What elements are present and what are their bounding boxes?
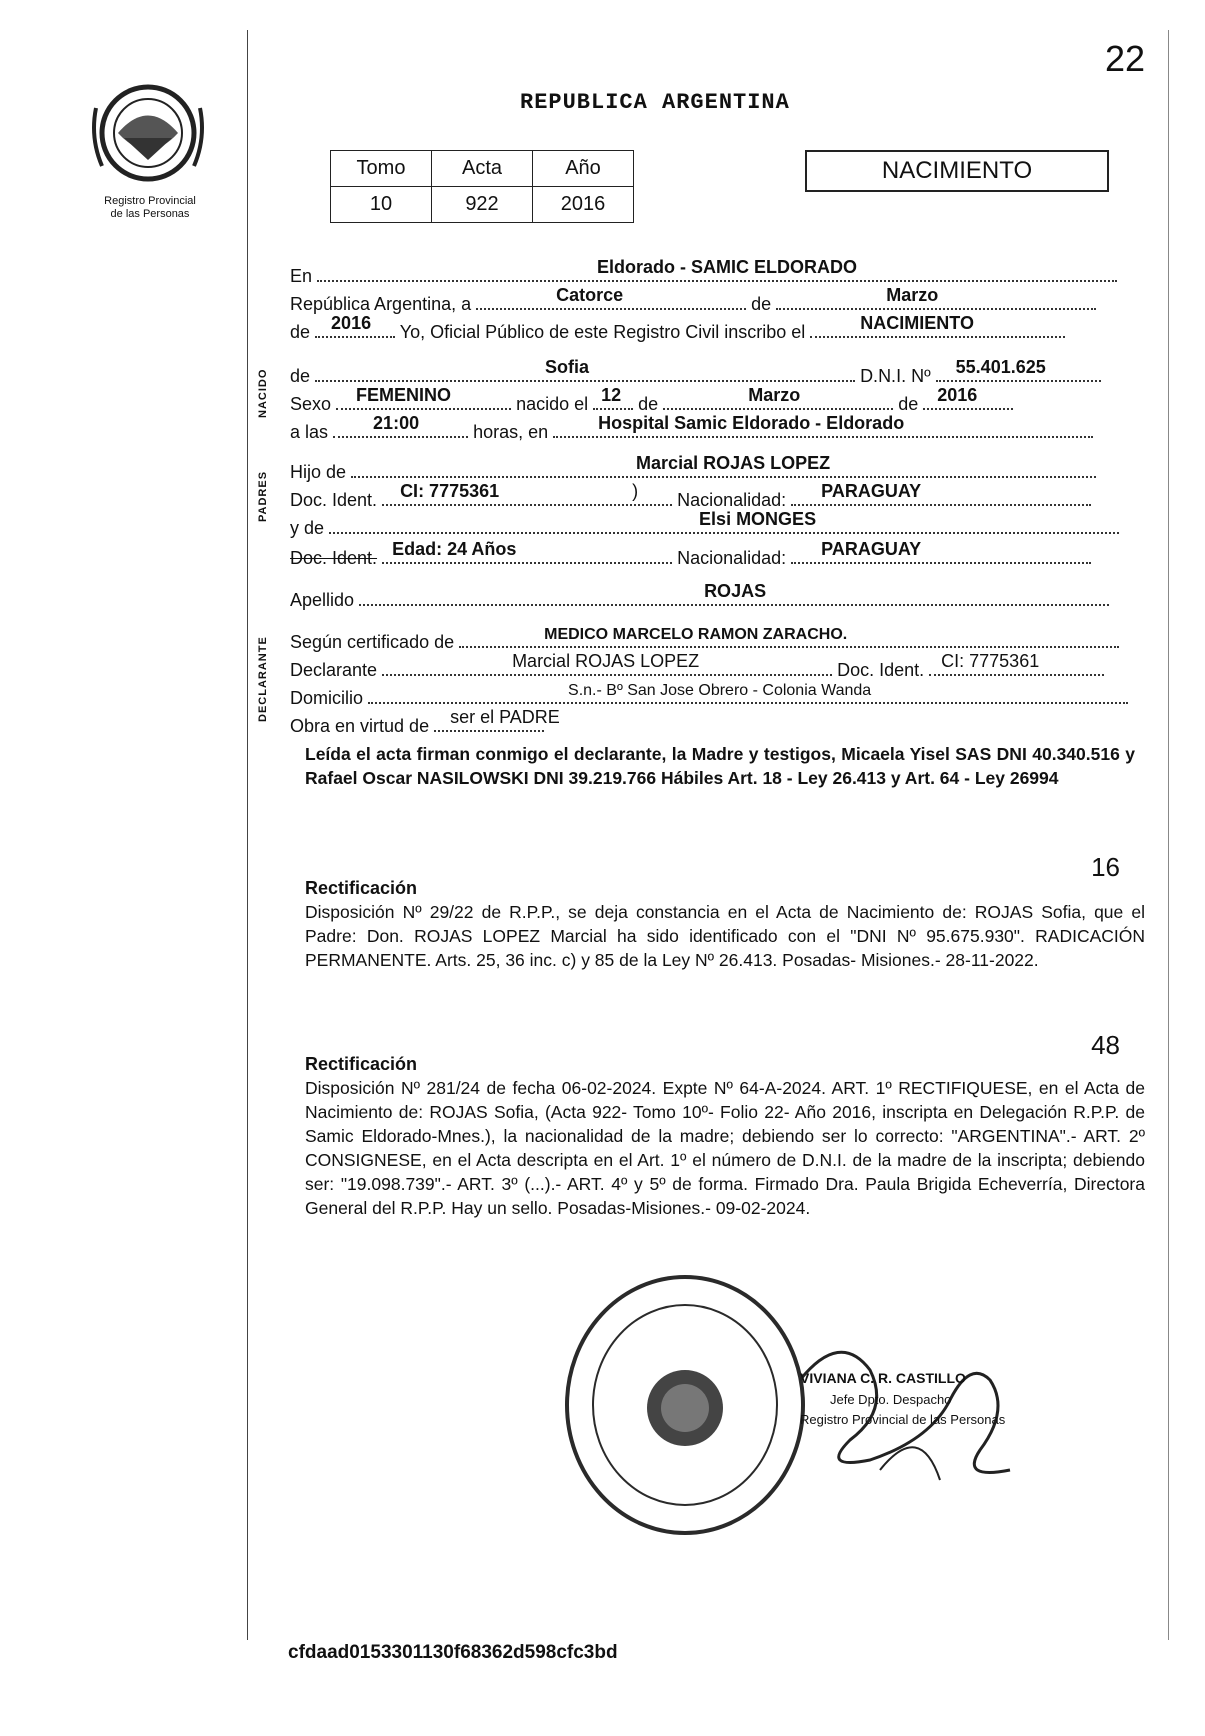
sexo-value: FEMENINO [356, 385, 452, 405]
line-father-doc [290, 481, 1091, 514]
certificado-value: MEDICO MARCELO RAMON ZARACHO. [544, 626, 848, 643]
line-year [290, 313, 1065, 346]
official-stamp [560, 1270, 810, 1540]
nacido-label: nacido el [516, 394, 589, 414]
father-nationality-value: PARAGUAY [821, 481, 922, 501]
rectificacion-1-text: Disposición Nº 29/22 de R.P.P., se deja constancia en el Acta de Nacimiento de: ROJAS Sofia, que el Padre: Don. ROJAS LOPEZ Marcial ha sido identificado con el "DNI Nº 95.675.930". RADICACIÓN PERMANENTE. Arts. 25, 36 inc. c) y 85 de la Ley Nº 26.413. Posadas- Misiones.- 28-11-2022. [305, 902, 1145, 970]
month-value: Marzo [886, 285, 939, 305]
republica-label: República Argentina, a [290, 294, 472, 314]
birth-year-value: 2016 [937, 385, 978, 405]
birth-day-value: 12 [601, 385, 622, 405]
line-hora [290, 413, 1093, 446]
nacionalidad-label: Nacionalidad: [677, 490, 787, 510]
declarante-doc-value: CI: 7775361 [941, 651, 1040, 671]
line-declarante [290, 651, 1104, 684]
signer-name: VIVIANA C. R. CASTILLO [800, 1370, 966, 1386]
acta-header: Acta [432, 151, 533, 187]
de-label: de [751, 294, 772, 314]
obra-label: Obra en virtud de [290, 716, 430, 736]
document-title: REPUBLICA ARGENTINA [520, 90, 790, 115]
birth-place-value: Hospital Samic Eldorado - Eldorado [598, 413, 905, 433]
dni-value: 55.401.625 [955, 357, 1046, 377]
declarante-label: Declarante [290, 660, 378, 680]
nacionalidad2-label: Nacionalidad: [677, 548, 787, 568]
signer-org: Registro Provincial de las Personas [800, 1412, 1006, 1427]
rectificacion-1-margin-number: 16 [1091, 852, 1120, 882]
dni-label: D.N.I. Nº [860, 366, 931, 386]
line-republica [290, 285, 1096, 318]
doc2-label: Doc. Ident. [290, 548, 378, 568]
page-number: 22 [1104, 38, 1145, 79]
document-hash: cfdaad0153301130f68362d598cfc3bd [288, 1642, 618, 1663]
tomo-value: 10 [331, 187, 432, 223]
line-apellido [290, 581, 1109, 614]
year-value: 2016 [331, 313, 372, 333]
father-name-value: Marcial ROJAS LOPEZ [636, 453, 831, 473]
en-label: En [290, 266, 313, 286]
oficial-text: Yo, Oficial Público de este Registro Civil inscribo el [399, 322, 806, 342]
segun-label: Según certificado de [290, 632, 455, 652]
apellido-label: Apellido [290, 590, 355, 610]
child-name-value: Sofia [545, 357, 590, 377]
province-seal-logo [88, 78, 208, 188]
father-doc-close: ) [632, 481, 639, 501]
time-value: 21:00 [373, 413, 420, 433]
right-margin-line [1168, 30, 1169, 1640]
obra-value: ser el PADRE [450, 707, 560, 727]
yde-label: y de [290, 518, 325, 538]
leida-paragraph: Leída el acta firman conmigo el declarante, la Madre y testigos, Micaela Yisel SAS DNI 40.340.516 y Rafael Oscar NASILOWSKI DNI 39.219.766 Hábiles Art. 18 - Ley 26.413 y Art. 64 - Ley 26994 [305, 744, 1135, 788]
logo-caption-line1: Registro Provincial [104, 195, 196, 207]
hijo-label: Hijo de [290, 462, 347, 482]
alas-label: a las [290, 422, 329, 442]
doc-label: Doc. Ident. [290, 490, 378, 510]
father-doc-value: CI: 7775361 [400, 481, 500, 501]
rectificacion-2-text: Disposición Nº 281/24 de fecha 06-02-2024. Expte Nº 64-A-2024. ART. 1º RECTIFIQUESE, en el Acta de Nacimiento de: ROJAS Sofia, (Acta 922- Tomo 10º- Folio 22- Año 2016, inscripta en Delegación R.P.P. de Samic Eldorado-Mnes.), la nacionalidad de la madre; debiendo ser lo correcto: "ARGENTINA".- ART. 2º CONSIGNESE, en el Acta descripta en el Art. 1º el número de D.N.I. de la madre de la inscripta; debiendo ser: "19.098.739".- ART. 3º (...).- ART. 4º y 5º de forma. Firmado Dra. Paula Brigida Echeverría, Directora General del R.P.P. Hay un sello. Posadas-Misiones.- 09-02-2024. [305, 1078, 1145, 1218]
logo-caption-line2: de las Personas [110, 208, 190, 220]
doc3-label: Doc. Ident. [837, 660, 925, 680]
tomo-header: Tomo [331, 151, 432, 187]
rectificacion-2-margin-number: 48 [1091, 1030, 1120, 1060]
horas-label: horas, en [473, 422, 549, 442]
declarante-value: Marcial ROJAS LOPEZ [512, 651, 700, 671]
anio-value: 2016 [533, 187, 634, 223]
acta-value: 922 [432, 187, 533, 223]
de4-label: de [898, 394, 919, 414]
logo-caption [70, 195, 230, 221]
mother-name-value: Elsi MONGES [699, 509, 817, 529]
line-en [290, 257, 1117, 290]
side-label-nacido: NACIDO [257, 368, 269, 418]
line-obra [290, 707, 560, 740]
inscribe-value: NACIMIENTO [860, 313, 974, 333]
domicilio-value: S.n.- Bº San Jose Obrero - Colonia Wanda [568, 682, 872, 699]
mother-nationality-value: PARAGUAY [821, 539, 922, 559]
birth-month-value: Marzo [748, 385, 801, 405]
mother-doc-value: Edad: 24 Años [392, 539, 517, 559]
side-label-declarante: DECLARANTE [257, 636, 269, 722]
place-value: Eldorado - SAMIC ELDORADO [597, 257, 858, 277]
line-mother-doc [290, 539, 1091, 572]
apellido-value: ROJAS [704, 581, 767, 601]
anio-header: Año [533, 151, 634, 187]
domicilio-label: Domicilio [290, 688, 364, 708]
line-mother [290, 509, 1119, 542]
signer-role: Jefe Dpto. Despacho [830, 1392, 952, 1407]
left-margin-line [247, 30, 248, 1640]
de3-label: de [638, 394, 659, 414]
record-type-box: NACIMIENTO [805, 150, 1109, 192]
day-word-value: Catorce [556, 285, 624, 305]
rectificacion-2-heading: Rectificación [305, 1054, 418, 1074]
rectificacion-1-heading: Rectificación [305, 878, 418, 898]
year-prefix-label: de [290, 322, 311, 342]
line-domicilio [290, 684, 1128, 712]
sexo-label: Sexo [290, 394, 332, 414]
de2-label: de [290, 366, 311, 386]
side-label-padres: PADRES [257, 470, 269, 522]
birth-record-form [290, 0, 1150, 740]
